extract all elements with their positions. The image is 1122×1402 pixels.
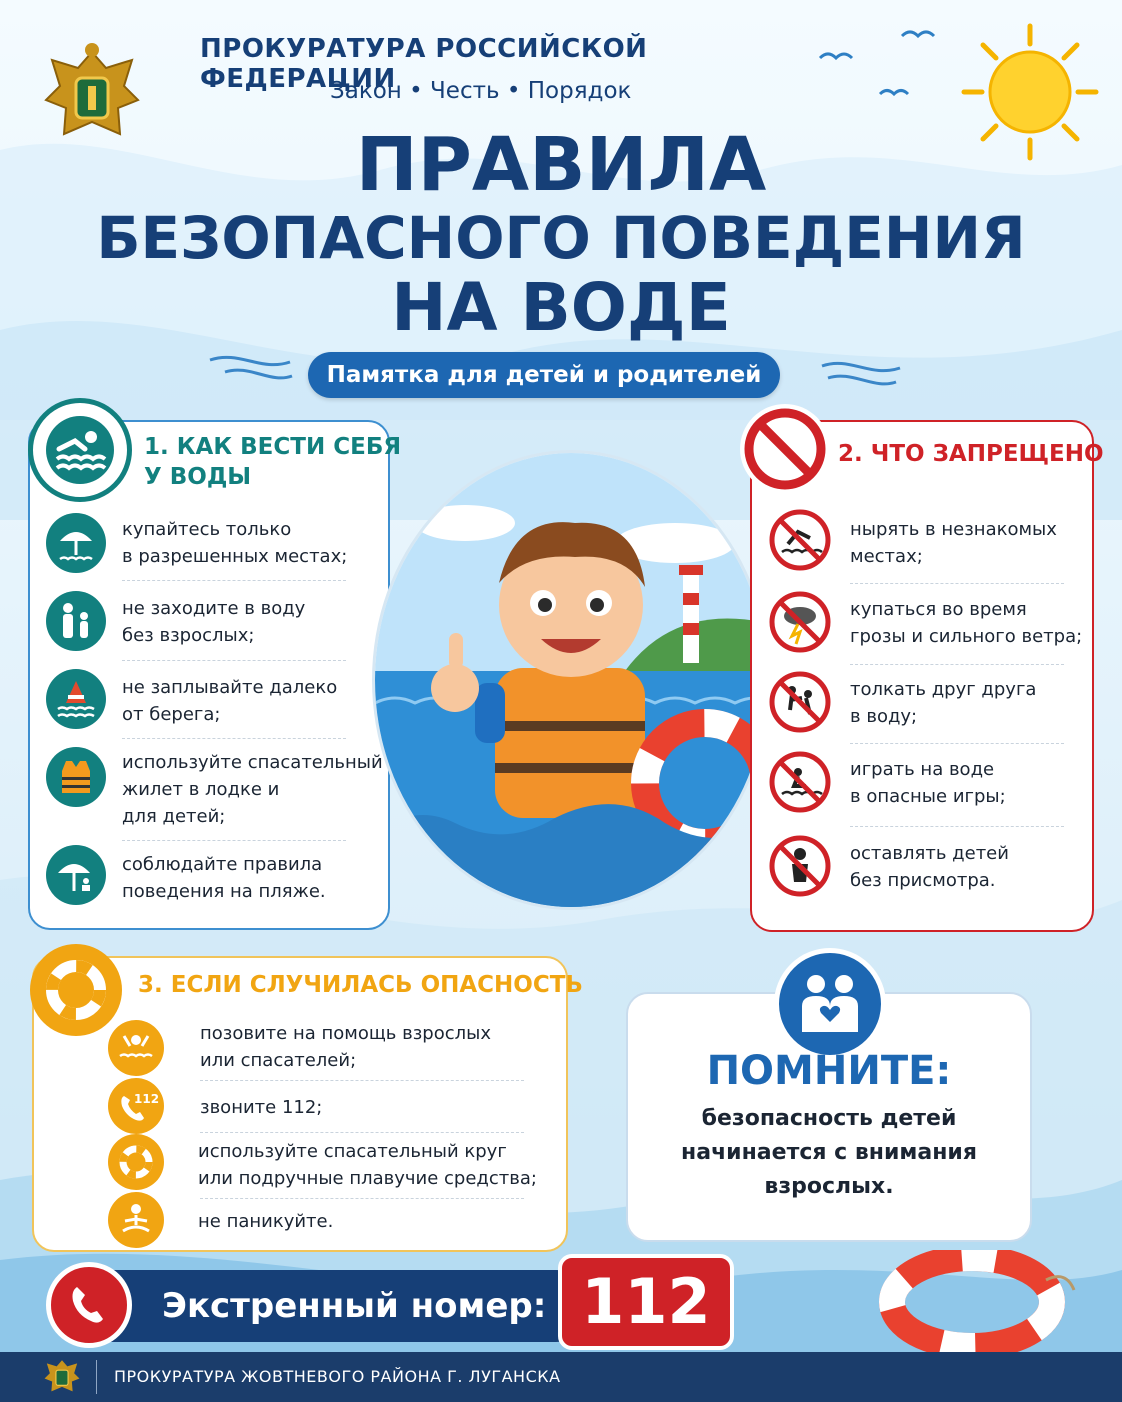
org-name: ПРОКУРАТУРА РОССИЙСКОЙ ФЕДЕРАЦИИ <box>200 34 648 94</box>
no-unattended-child-icon <box>768 834 832 898</box>
section-3-item-4-icon <box>108 1192 164 1248</box>
subtitle-pill <box>308 352 780 398</box>
beach-umbrella-icon <box>56 855 96 895</box>
section-1-item-5-icon <box>46 845 106 905</box>
motto: Закон • Честь • Порядок <box>330 78 632 104</box>
remember-title: ПОМНИТЕ: <box>706 1048 952 1094</box>
no-pushing-icon <box>768 670 832 734</box>
section-2-item-3-icon <box>768 670 832 734</box>
section-1-item-3: не заплывайте далеко от берега; <box>122 677 338 725</box>
section-2-title: 2. ЧТО ЗАПРЕЩЕНО <box>838 441 1104 467</box>
section-2-item-1-icon <box>768 508 832 572</box>
section-1-badge <box>28 398 132 502</box>
section-3-item-2-icon <box>108 1078 164 1134</box>
section-2-item-5-icon <box>768 834 832 898</box>
rescue-ring-icon <box>117 1143 155 1181</box>
section-1-title-1: 1. КАК ВЕСТИ СЕБЯ <box>144 434 402 460</box>
prohibited-icon <box>741 405 829 493</box>
section-3-item-3: используйте спасательный круг или подручные плавучие средства; <box>198 1141 537 1189</box>
boy-illustration <box>372 450 770 910</box>
section-3-item-2: звоните 112; <box>200 1097 323 1118</box>
emergency-phone-badge <box>46 1262 132 1348</box>
section-3-item-4: не паникуйте. <box>198 1211 334 1232</box>
footer-emblem-icon <box>40 1355 84 1399</box>
subtitle-text: Памятка для детей и родителей <box>326 362 762 388</box>
section-1-item-2: не заходите в воду без взрослых; <box>122 598 306 646</box>
title-line-2: БЕЗОПАСНОГО ПОВЕДЕНИЯ <box>96 204 1026 272</box>
emergency-number: 112 <box>581 1265 711 1338</box>
section-2-item-1: нырять в незнакомых местах; <box>850 519 1057 567</box>
section-3-item-1-icon <box>108 1020 164 1076</box>
section-2-item-2: купаться во время грозы и сильного ветра; <box>850 599 1083 647</box>
life-ring-icon <box>876 1250 1076 1360</box>
section-2-item-4: играть на воде в опасные игры; <box>850 759 1006 807</box>
umbrella-icon <box>56 523 96 563</box>
section-1-item-2-icon <box>46 591 106 651</box>
section-1-item-3-icon <box>46 669 106 729</box>
phone-icon <box>67 1283 111 1327</box>
section-2-item-3: толкать друг друга в воду; <box>850 679 1037 727</box>
family-heart-icon <box>794 972 866 1036</box>
footer-text: ПРОКУРАТУРА ЖОВТНЕВОГО РАЙОНА Г. ЛУГАНСКА <box>114 1367 561 1386</box>
birds-icon <box>810 22 960 102</box>
no-storm-icon <box>768 590 832 654</box>
section-1-title-2: У ВОДЫ <box>144 464 252 490</box>
parent-child-icon <box>56 601 96 641</box>
section-3-item-1: позовите на помощь взрослых или спасателей; <box>200 1023 492 1071</box>
no-games-icon <box>768 750 832 814</box>
section-3-title: 3. ЕСЛИ СЛУЧИЛАСЬ ОПАСНОСТЬ <box>138 972 583 998</box>
section-1-item-1-icon <box>46 513 106 573</box>
section-1-item-4: используйте спасательный жилет в лодке и для детей; <box>122 752 383 827</box>
section-3-badge <box>30 944 122 1036</box>
title-line-3: НА ВОДЕ <box>391 269 731 346</box>
title-line-1: ПРАВИЛА <box>355 122 767 208</box>
section-1-item-1: купайтесь только в разрешенных местах; <box>122 519 348 567</box>
remember-badge <box>774 948 886 1060</box>
emergency-label: Экстренный номер: <box>162 1286 547 1326</box>
section-1-item-5: соблюдайте правила поведения на пляже. <box>122 854 326 902</box>
swimming-boy-icon <box>375 453 767 907</box>
swimmer-icon <box>45 415 115 485</box>
section-3-badge-112: 112 <box>134 1092 160 1106</box>
no-diving-icon <box>768 508 832 572</box>
section-1-item-4-icon <box>46 747 106 807</box>
section-2-item-2-icon <box>768 590 832 654</box>
drowning-person-icon <box>118 1030 154 1066</box>
section-3-item-3-icon <box>108 1134 164 1190</box>
section-2-item-5: оставлять детей без присмотра. <box>850 843 1009 891</box>
section-2-item-4-icon <box>768 750 832 814</box>
buoy-marker-icon <box>56 679 96 719</box>
emergency-number-box <box>558 1254 734 1350</box>
life-vest-icon <box>56 757 96 797</box>
calm-meditation-icon <box>117 1201 155 1239</box>
section-2-badge <box>740 404 830 494</box>
remember-text: безопасность детей начинается с внимания взрослых. <box>681 1106 977 1199</box>
lifebuoy-icon <box>41 955 111 1025</box>
